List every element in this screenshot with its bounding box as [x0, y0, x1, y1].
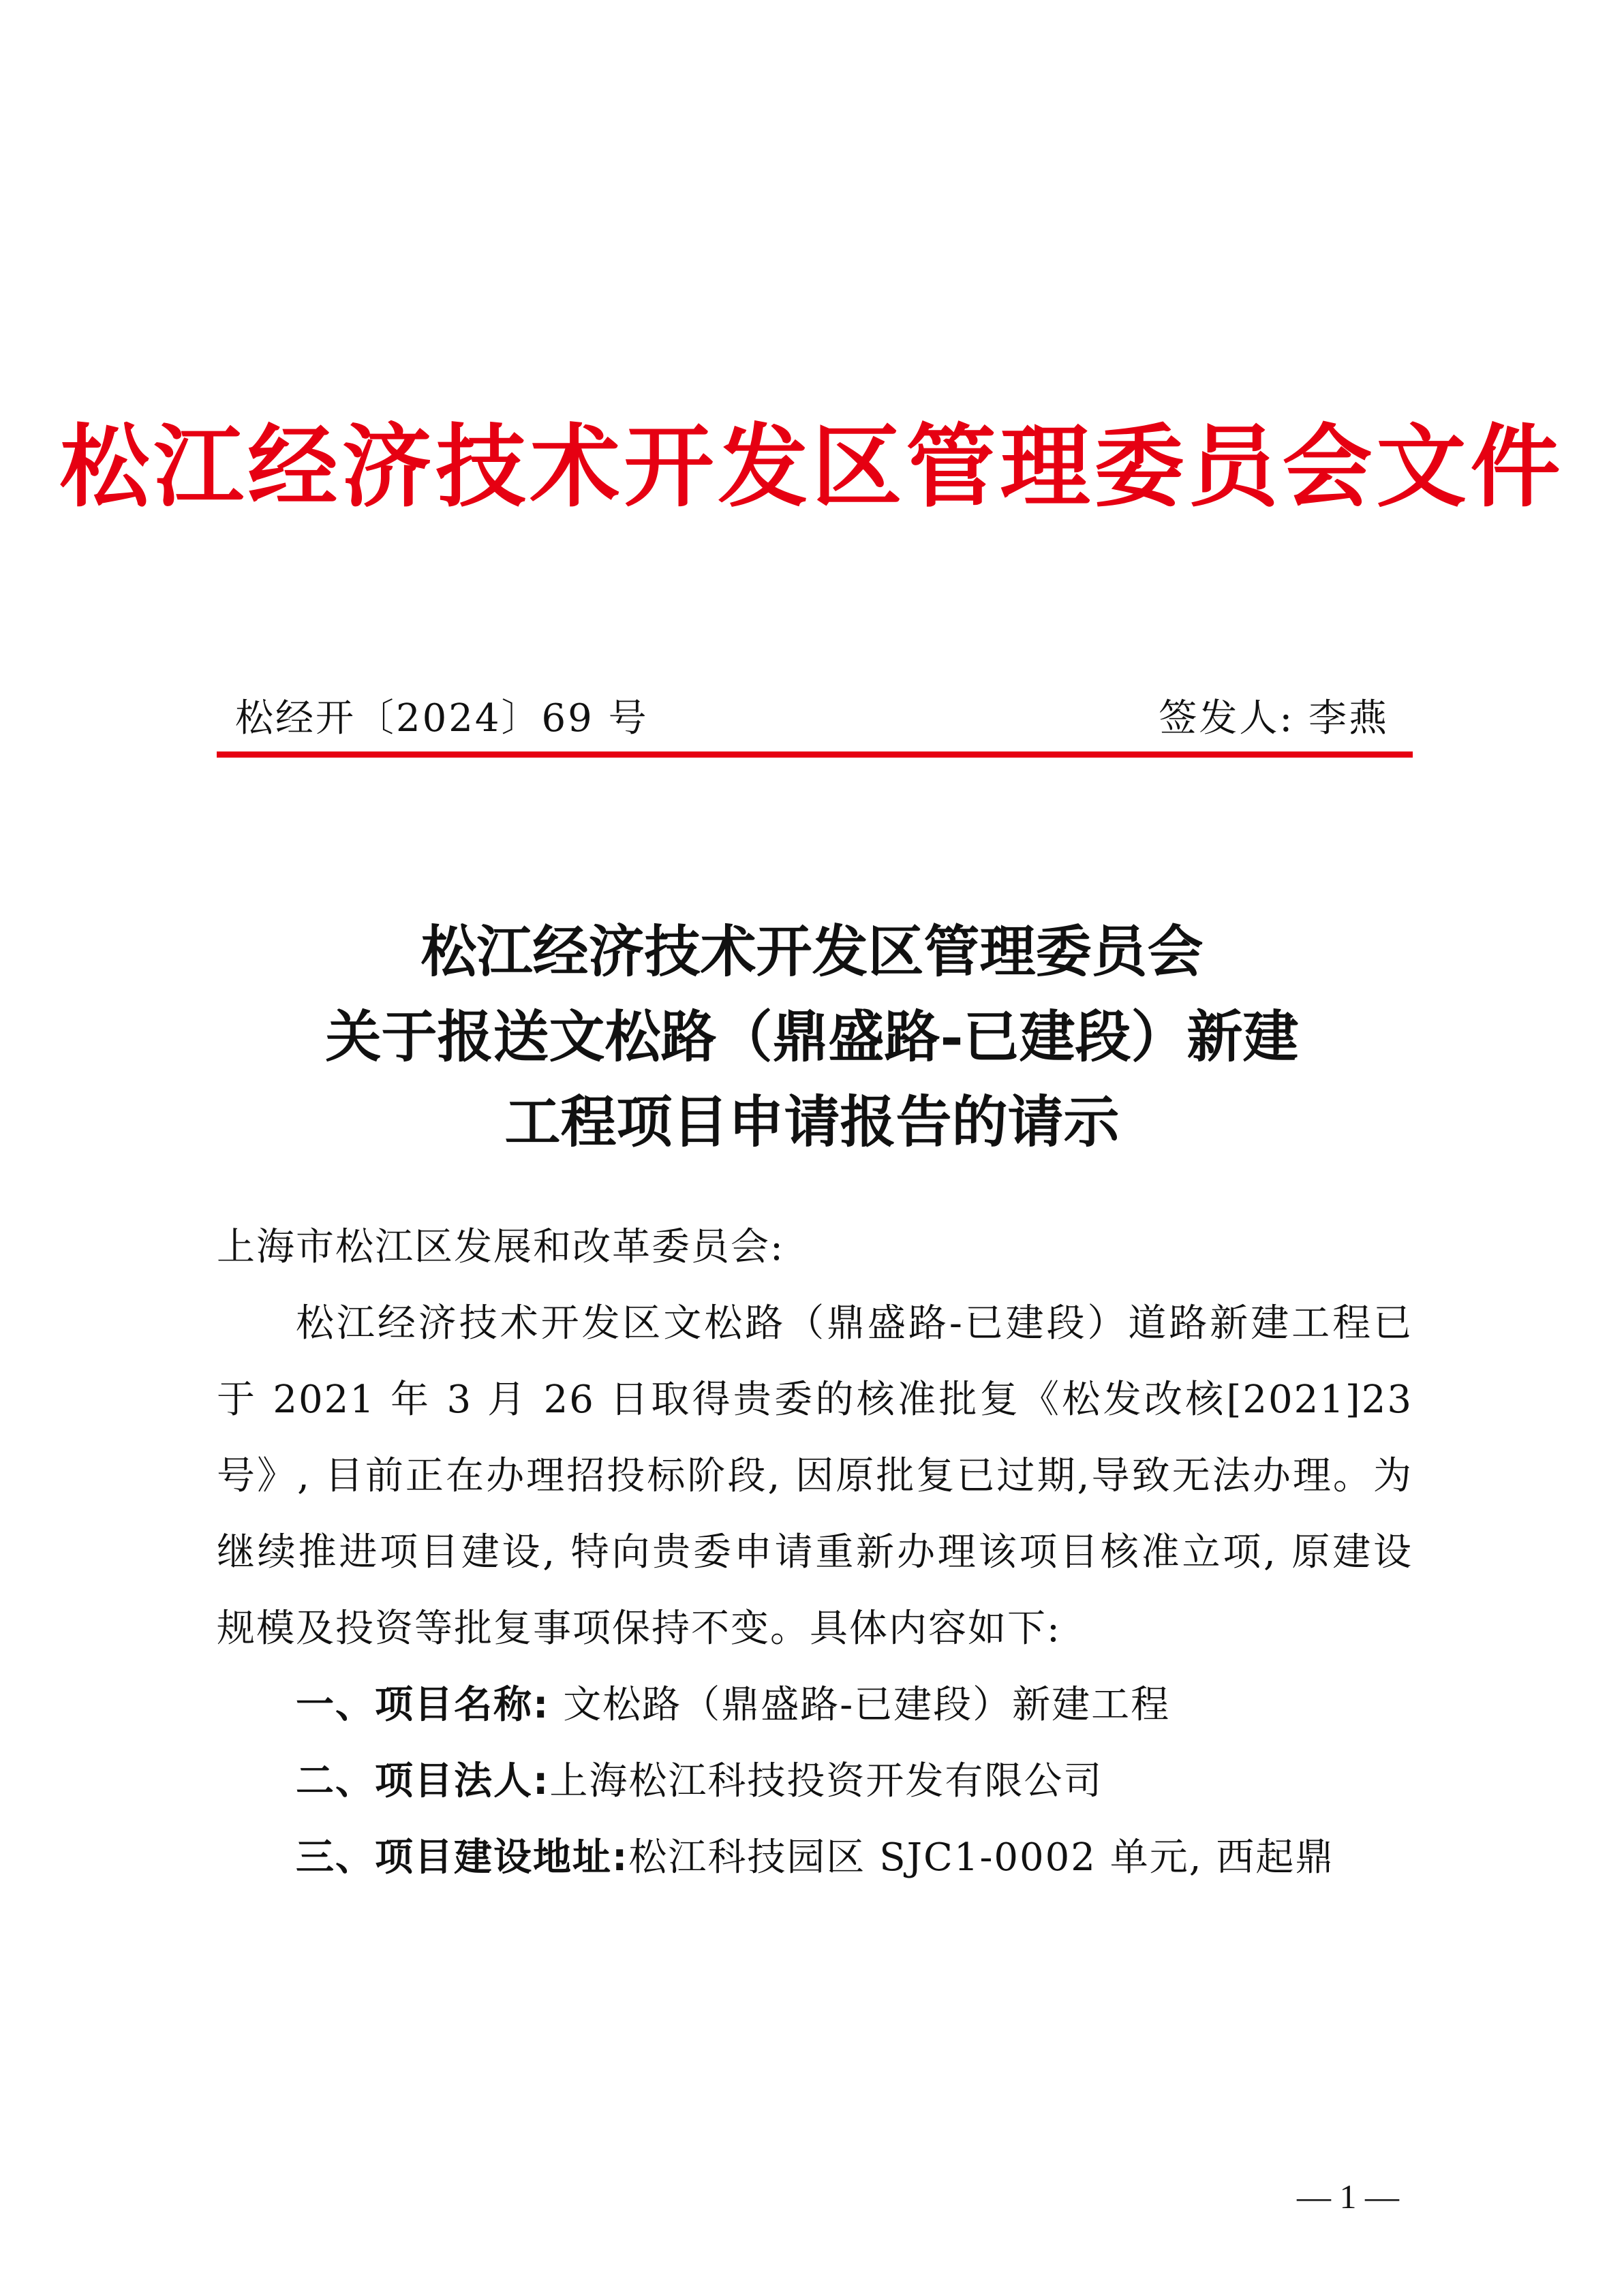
list-item-legal-entity [217, 1743, 1413, 1820]
body-paragraph: 松江经济技术开发区文松路（鼎盛路-已建段）道路新建工程已于 2021 年 3 月 26 日取得贵委的核准批复《松发改核[2021]23 号》, 目前正在办理招投标阶段, 因原批复已过期,导致无法办理。为继续推进项目建设, 特向贵委申请重新办理该项目核准立项, 原建设规模及投资等批复事项保持不变。具体内容如下: [217, 1301, 1413, 1651]
page-number: — 1 — [1297, 2177, 1399, 2216]
document-title-line-2: 关于报送文松路（鼎盛路-已建段）新建 [325, 1004, 1299, 1070]
document-body [217, 1209, 1413, 1896]
item-label: 一、项目名称: [296, 1683, 550, 1727]
list-item-construction-address [217, 1820, 1413, 1896]
red-divider-line [217, 751, 1413, 758]
issuer-header-title: 松江经济技术开发区管理委员会文件 [59, 414, 1565, 520]
item-value: 松江科技园区 SJC1-0002 单元, 西起鼎 [628, 1835, 1335, 1880]
item-label: 二、项目法人: [296, 1759, 550, 1803]
signer: 签发人: 李燕 [1159, 696, 1389, 741]
document-title [0, 910, 1624, 1165]
document-number: 松经开〔2024〕69 号 [235, 696, 649, 741]
item-value: 上海松江科技投资开发有限公司 [549, 1759, 1103, 1803]
document-title-line-1: 松江经济技术开发区管理委员会 [420, 919, 1204, 984]
item-value: 文松路（鼎盛路-已建段）新建工程 [549, 1683, 1171, 1727]
addressee: 上海市松江区发展和改革委员会: [217, 1225, 784, 1269]
list-item-project-name [217, 1667, 1413, 1743]
document-title-line-3: 工程项目申请报告的请示 [504, 1089, 1120, 1155]
item-label: 三、项目建设地址: [296, 1835, 629, 1880]
